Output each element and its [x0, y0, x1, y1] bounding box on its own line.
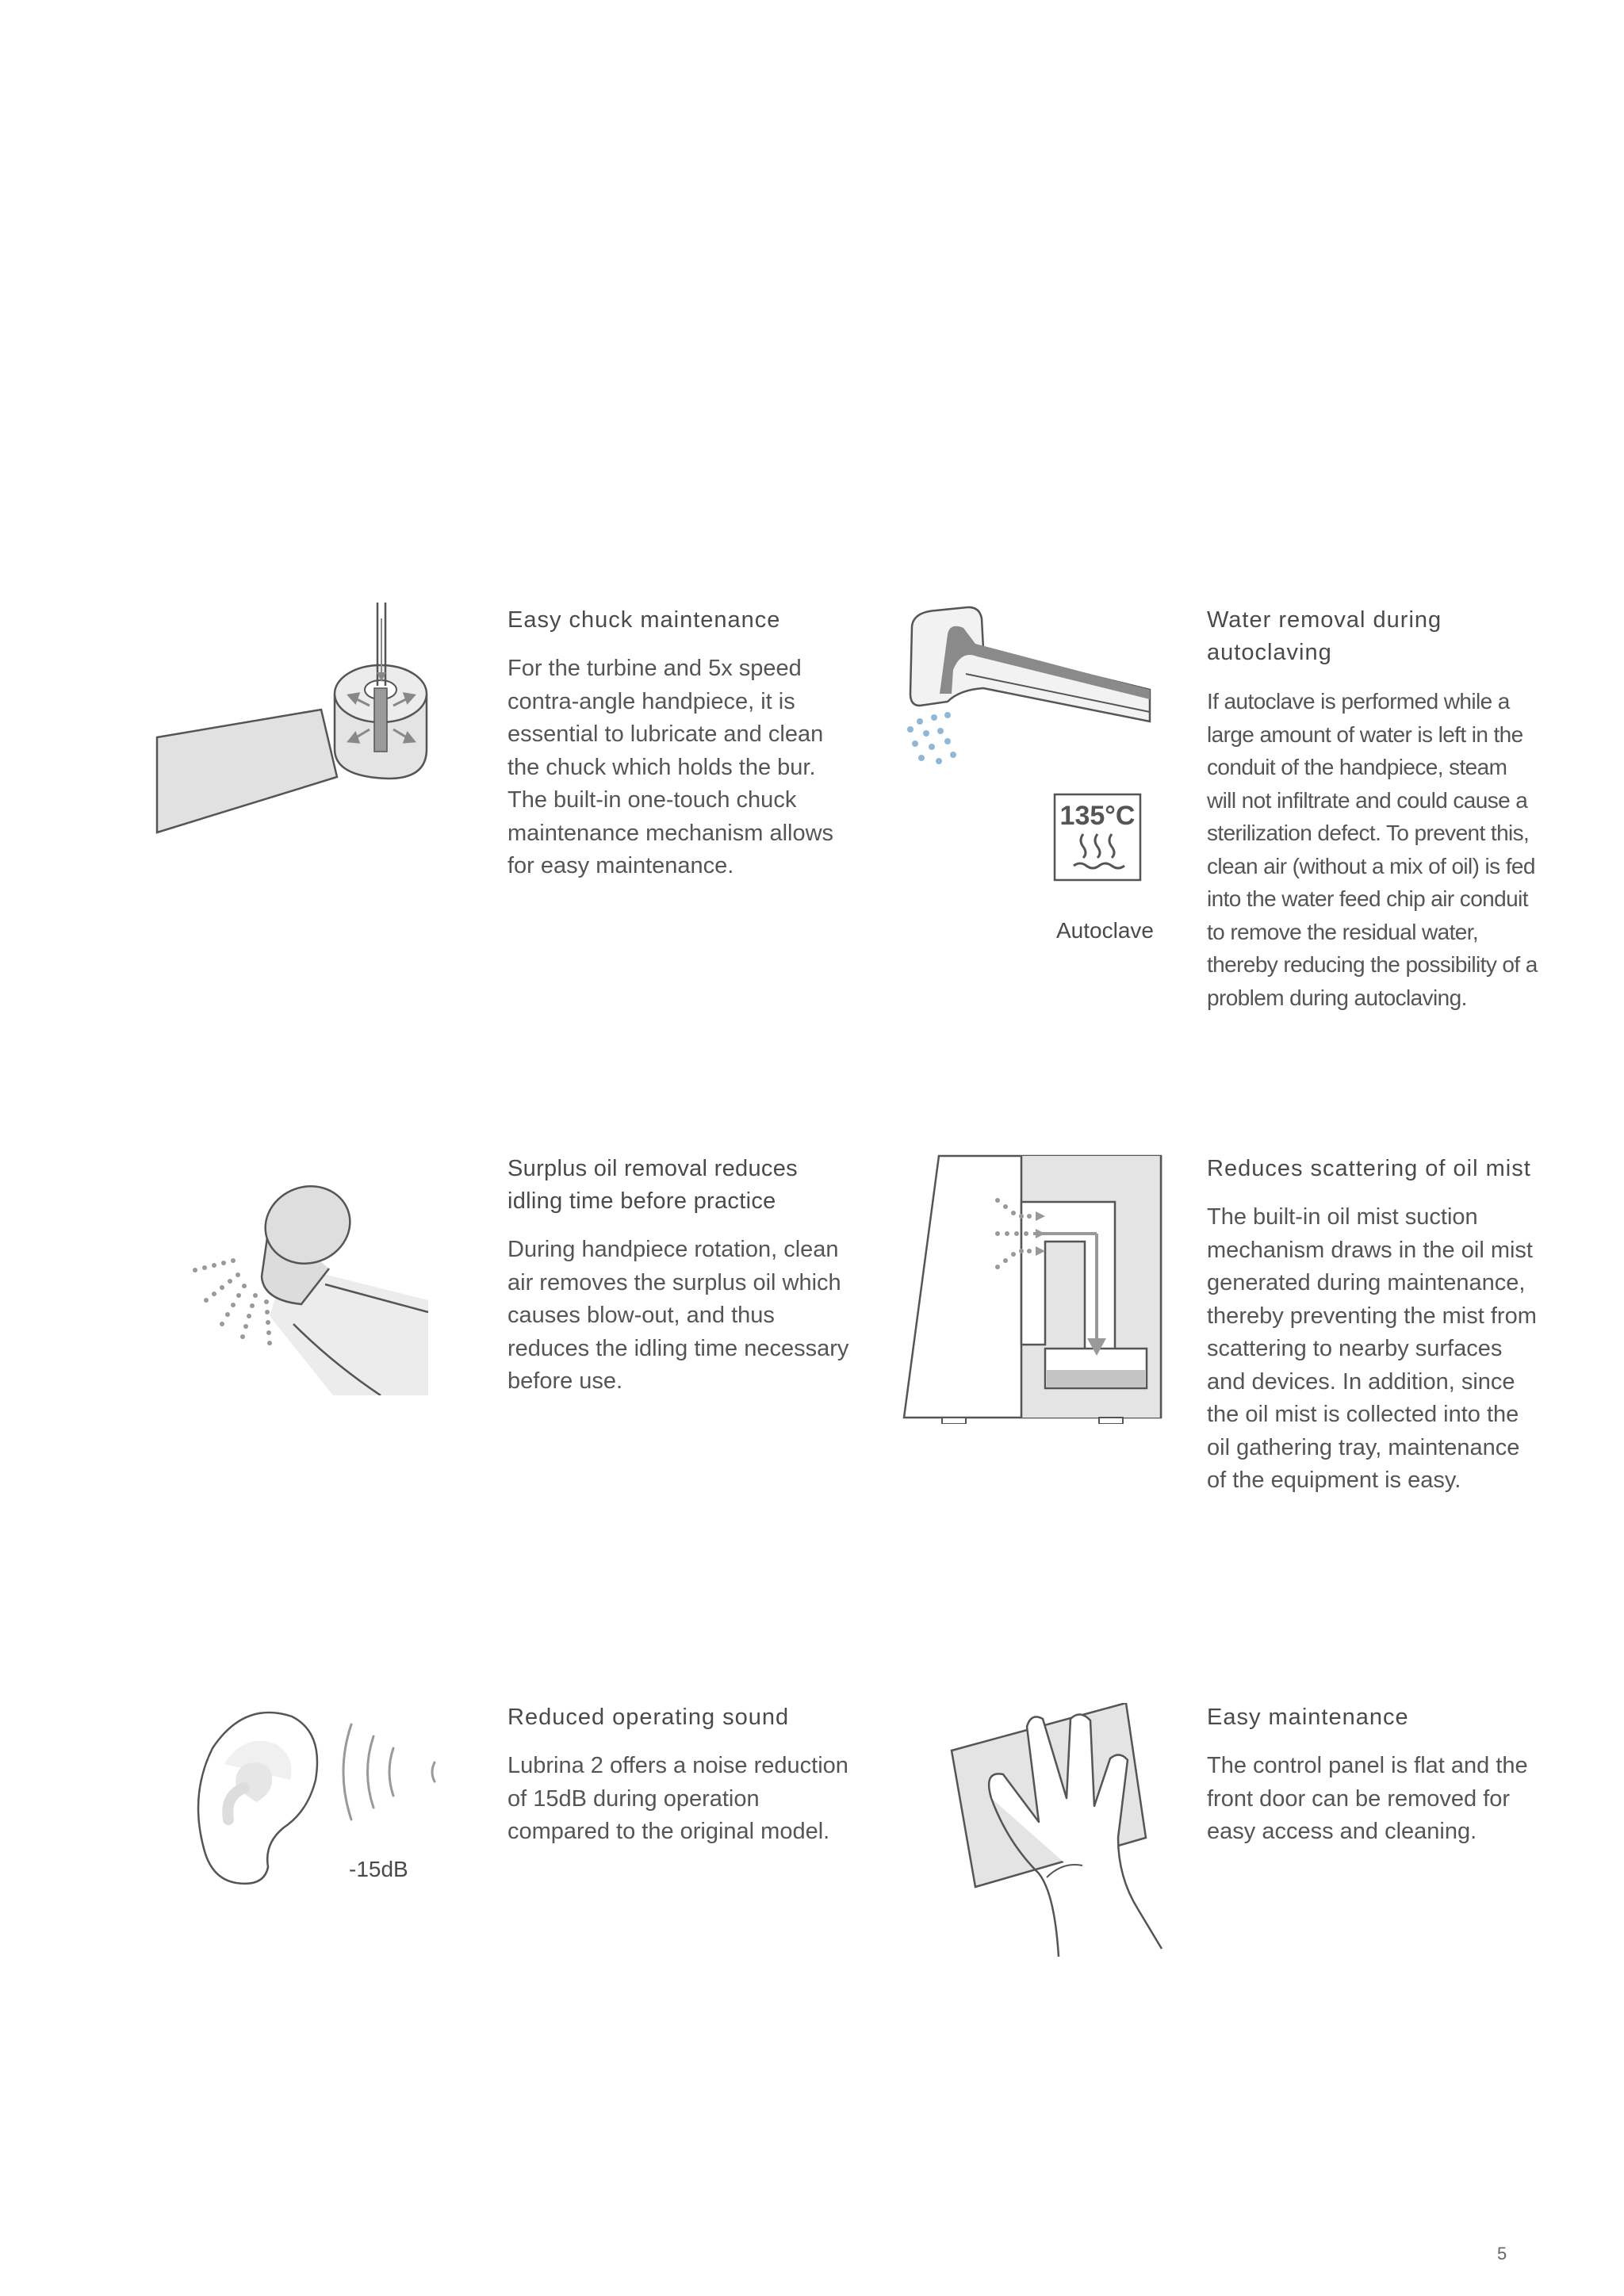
- feature-operating-sound: [508, 1701, 856, 1849]
- feature-body: For the turbine and 5x speed contra-angle handpiece, it is essential to lubricate and clean the chuck which holds the bur. The built-in one-touch chuck maintenance mechanism allows for easy maintenance.: [508, 656, 834, 878]
- feature-body: Lubrina 2 offers a noise reduction of 15dB during operation compared to the original model.: [508, 1753, 848, 1844]
- feature-oil-mist: [1207, 1153, 1540, 1498]
- feature-easy-maintenance: [1207, 1701, 1540, 1849]
- autoclave-handpiece-icon: [904, 603, 1158, 777]
- chuck-handpiece-icon: [151, 603, 436, 840]
- ear-sound-icon: [189, 1701, 458, 1891]
- feature-body: The built-in oil mist suction mechanism draws in the oil mist generated during maintenance, thereby preventing the mist from scattering to nearby surfaces and devices. In addition, since the oil mist is collected into the oil gathering tray, maintenance of the equipment is easy.: [1207, 1204, 1537, 1493]
- feature-body: If autoclave is performed while a large amount of water is left in the conduit of the handpiece, steam will not infiltrate and could cause a sterilization defect. To prevent this, clean air (without a mix of oil) is fed into the water feed chip air conduit to remove the residual water, thereby reducing the possibility of a problem during autoclaving.: [1207, 689, 1538, 1010]
- oil-mist-unit-icon: [902, 1154, 1164, 1424]
- feature-body: The control panel is flat and the front door can be removed for easy access and cleaning.: [1207, 1753, 1528, 1844]
- oil-spray-handpiece-icon: [190, 1173, 460, 1395]
- feature-title: Reduces scattering of oil mist: [1207, 1156, 1531, 1181]
- page-number: 5: [1497, 2244, 1507, 2263]
- feature-surplus-oil: [508, 1153, 856, 1399]
- feature-easy-chuck: [508, 604, 856, 883]
- feature-title: Reduced operating sound: [508, 1705, 790, 1730]
- feature-body: During handpiece rotation, clean air removes the surplus oil which causes blow-out, and thus reduces the idling time necessary before use.: [508, 1237, 849, 1394]
- feature-title: Easy maintenance: [1207, 1705, 1409, 1730]
- autoclave-temperature: 135°C: [1059, 801, 1136, 831]
- feature-title: Surplus oil removal reduces idling time before practice: [508, 1156, 798, 1214]
- hand-wipe-icon: [944, 1703, 1166, 1957]
- autoclave-symbol-icon: [1053, 793, 1142, 882]
- feature-title: Water removal during autoclaving: [1207, 607, 1442, 665]
- feature-water-removal: [1207, 604, 1540, 1014]
- feature-title: Easy chuck maintenance: [508, 607, 781, 633]
- autoclave-label: Autoclave: [1056, 918, 1154, 943]
- sound-reduction-label: -15dB: [349, 1857, 408, 1881]
